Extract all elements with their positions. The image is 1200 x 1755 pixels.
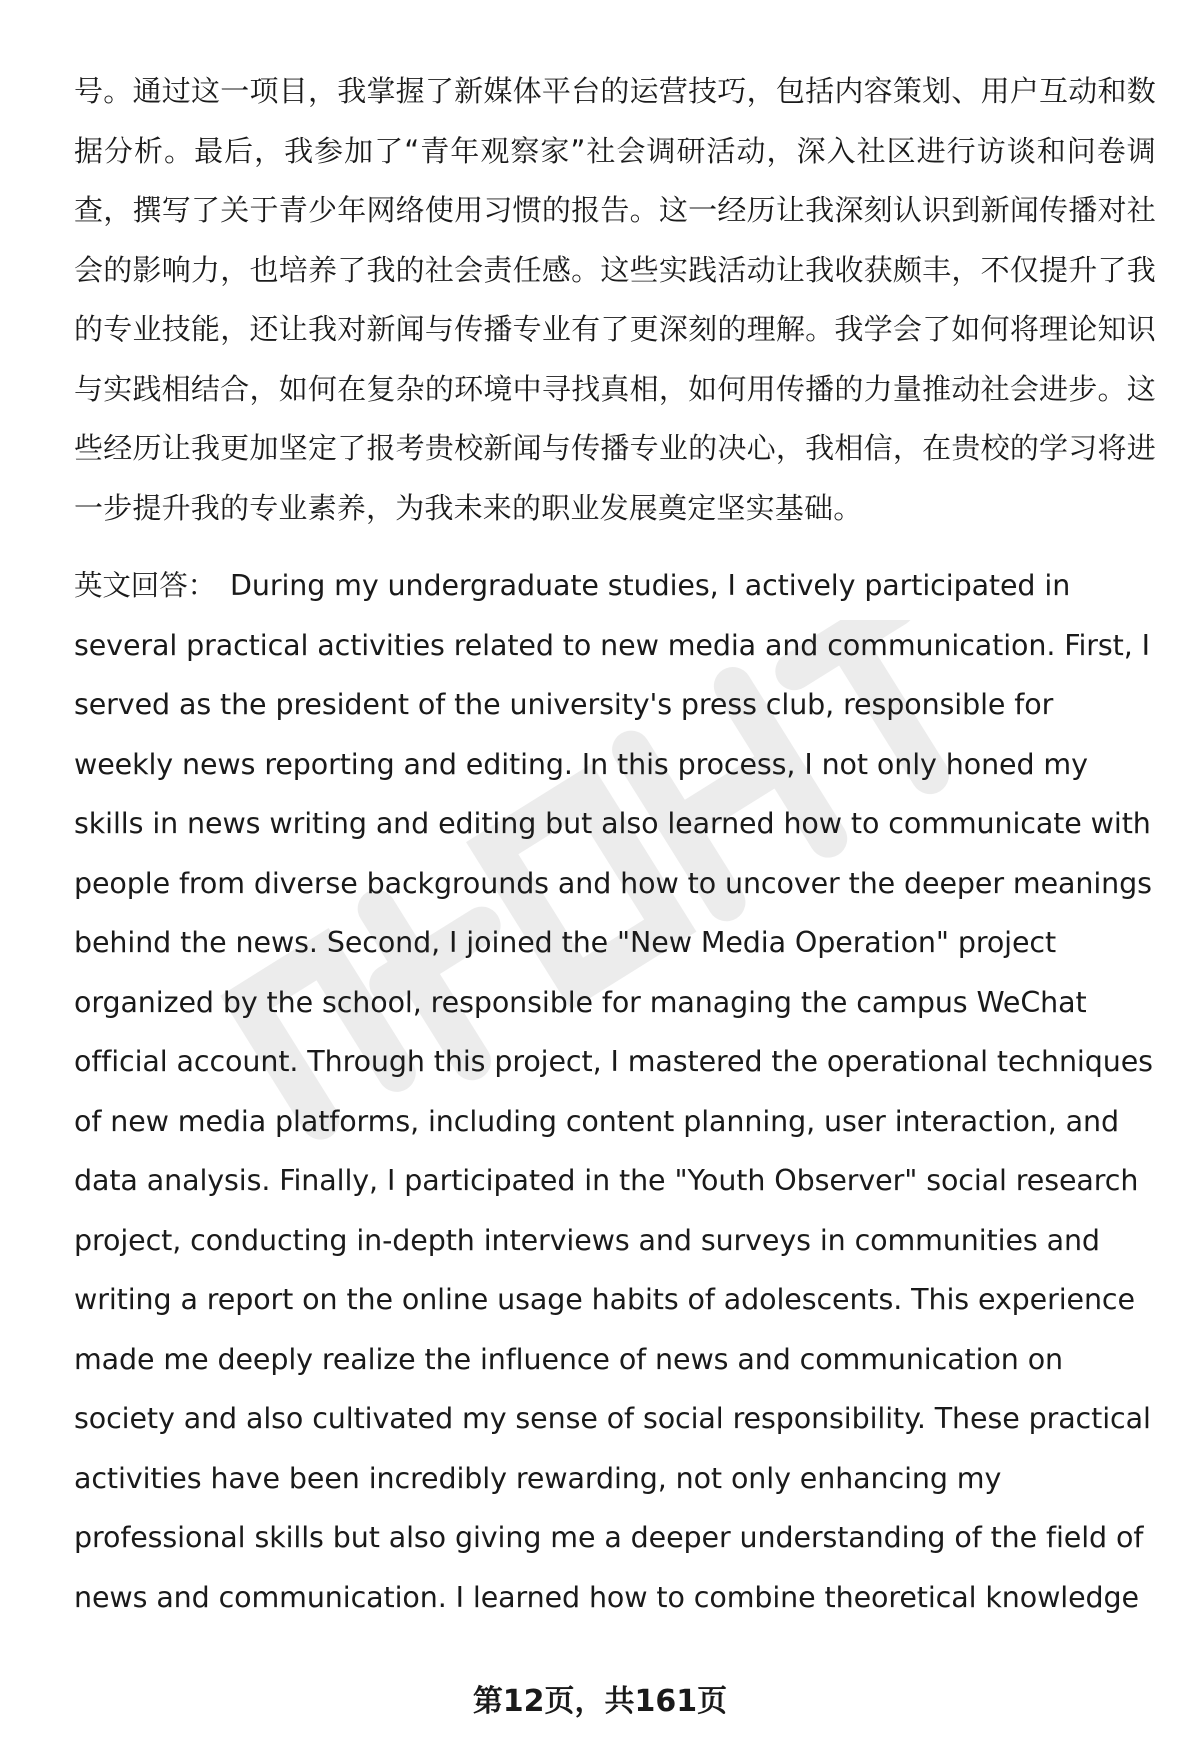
document-body — [74, 62, 1156, 1627]
chinese-paragraph: 号。通过这一项目，我掌握了新媒体平台的运营技巧，包括内容策划、用户互动和数据分析。最后，我参加了“青年观察家”社会调研活动，深入社区进行访谈和问卷调查，撰写了关于青少年网络使用习惯的报告。这一经历让我深刻认识到新闻传播对社会的影响力，也培养了我的社会责任感。这些实践活动让我收获颇丰，不仅提升了我的专业技能，还让我对新闻与传播专业有了更深刻的理解。我学会了如何将理论知识与实践相结合，如何在复杂的环境中寻找真相，如何用传播的力量推动社会进步。这些经历让我更加坚定了报考贵校新闻与传播专业的决心，我相信，在贵校的学习将进一步提升我的专业素养，为我未来的职业发展奠定坚实基础。 — [74, 74, 1156, 525]
english-answer-paragraph — [74, 556, 1156, 1627]
english-answer-text: During my undergraduate studies, I actively participated in several practical activities related to new media and communication. First, I served as the president of the university's press club, responsible for weekly news reporting and editing. In this process, I not only honed my skills in news writing and editing but also learned how to communicate with people from diverse backgrounds and how to uncover the deeper meanings behind the news. Second, I joined the "New Media Operation" project organized by the school, responsible for managing the campus WeChat official account. Through this project, I mastered the operational techniques of new media platforms, including content planning, user interaction, and data analysis. Finally, I participated in the "Youth Observer" social research project, conducting in-depth interviews and surveys in communities and writing a report on the online usage habits of adolescents. This experience made me deeply realize the influence of news and communication on society and also cultivated my sense of social responsibility. These practical activities have been incredibly rewarding, not only enhancing my professional skills but also giving me a deeper understanding of the field of news and communication. I learned how to combine theoretical knowledge — [74, 569, 1153, 1614]
english-answer-label: 英文回答： — [74, 569, 217, 602]
page-number-footer: 第12页，共161页 — [472, 1684, 728, 1719]
